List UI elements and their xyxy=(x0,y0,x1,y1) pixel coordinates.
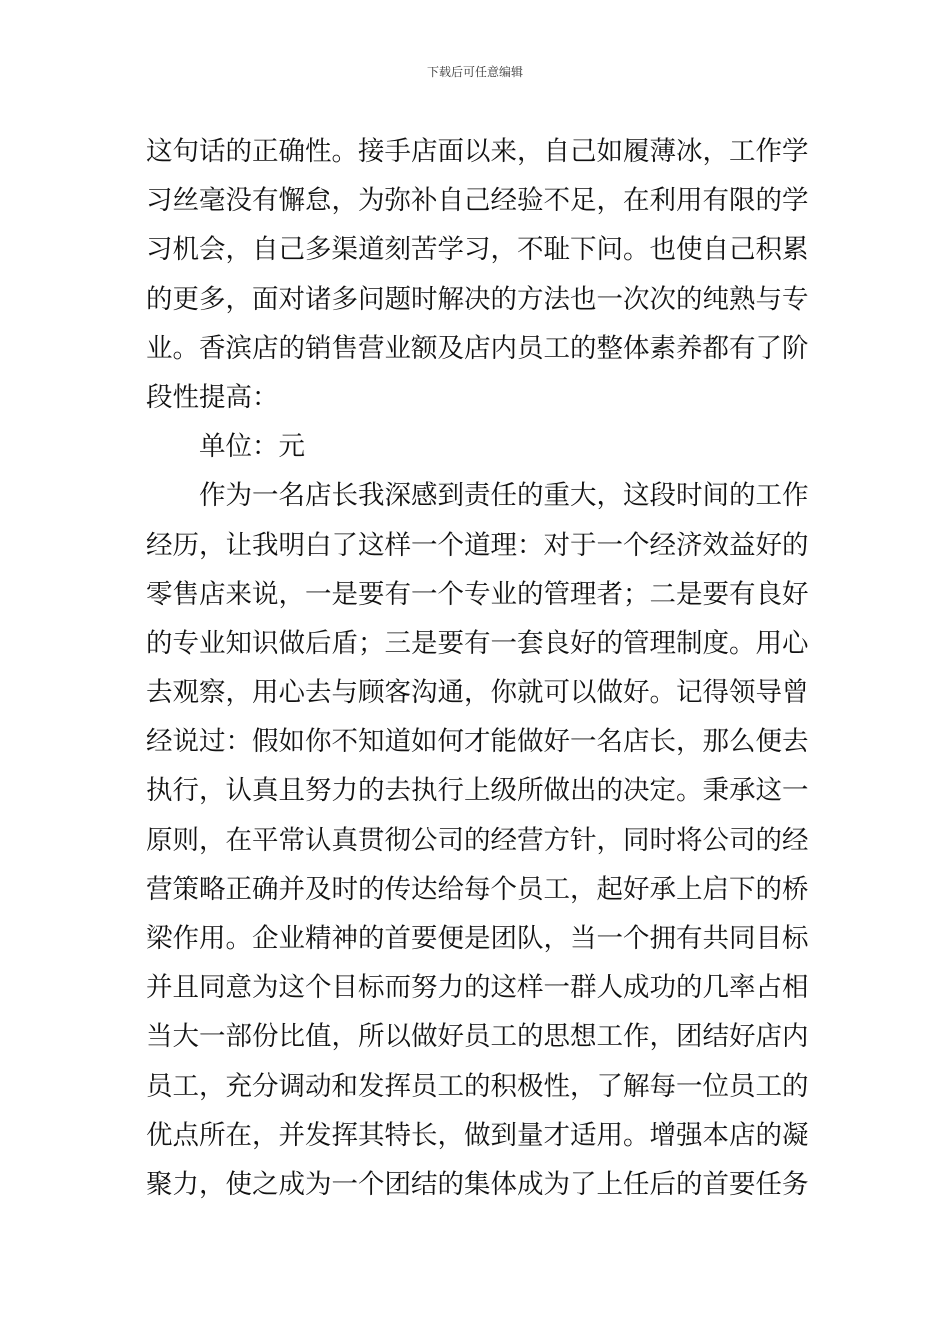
text-line: 这句话的正确性。接手店面以来，自己如履薄冰，工作学 xyxy=(146,136,809,167)
text-line: 业。香滨店的销售营业额及店内员工的整体素养都有了阶 xyxy=(146,332,809,364)
text-line: 梁作用。企业精神的首要便是团队，当一个拥有共同目标 xyxy=(146,923,809,954)
text-line: 经历，让我明白了这样一个道理：对于一个经济效益好的 xyxy=(146,529,809,561)
text-line: 的更多，面对诸多问题时解决的方法也一次次的纯熟与专 xyxy=(146,283,809,315)
text-line: 当大一部份比值，所以做好员工的思想工作，团结好店内 xyxy=(146,1021,809,1053)
text-line: 习丝毫没有懈怠，为弥补自己经验不足，在利用有限的学 xyxy=(146,185,809,217)
text-line: 执行，认真且努力的去执行上级所做出的决定。秉承这一 xyxy=(146,775,809,807)
text-line: 原则，在平常认真贯彻公司的经营方针，同时将公司的经 xyxy=(146,824,809,856)
text-line: 零售店来说，一是要有一个专业的管理者；二是要有良好 xyxy=(146,578,809,610)
document-body xyxy=(146,127,814,1209)
paragraph-start-line: 作为一名店长我深感到责任的重大，这段时间的工作 xyxy=(199,480,809,512)
text-line: 员工，充分调动和发挥员工的积极性，了解每一位员工的 xyxy=(146,1070,809,1102)
text-line: 的专业知识做后盾；三是要有一套良好的管理制度。用心 xyxy=(146,627,809,659)
text-line: 并且同意为这个目标而努力的这样一群人成功的几率占相 xyxy=(146,972,809,1004)
text-line: 习机会，自己多渠道刻苦学习，不耻下问。也使自己积累 xyxy=(146,234,809,266)
text-line: 去观察，用心去与顾客沟通，你就可以做好。记得领导曾 xyxy=(146,677,809,709)
text-line: 营策略正确并及时的传达给每个员工，起好承上启下的桥 xyxy=(146,873,809,905)
text-line: 段性提高： xyxy=(146,381,279,413)
unit-line: 单位：元 xyxy=(199,431,305,463)
page-header: 下载后可任意编辑 xyxy=(426,65,523,79)
text-line: 聚力，使之成为一个团结的集体成为了上任后的首要任务 xyxy=(146,1168,809,1200)
text-line: 优点所在，并发挥其特长，做到量才适用。增强本店的凝 xyxy=(146,1119,809,1151)
text-line: 经说过：假如你不知道如何才能做好一名店长，那么便去 xyxy=(146,726,809,758)
